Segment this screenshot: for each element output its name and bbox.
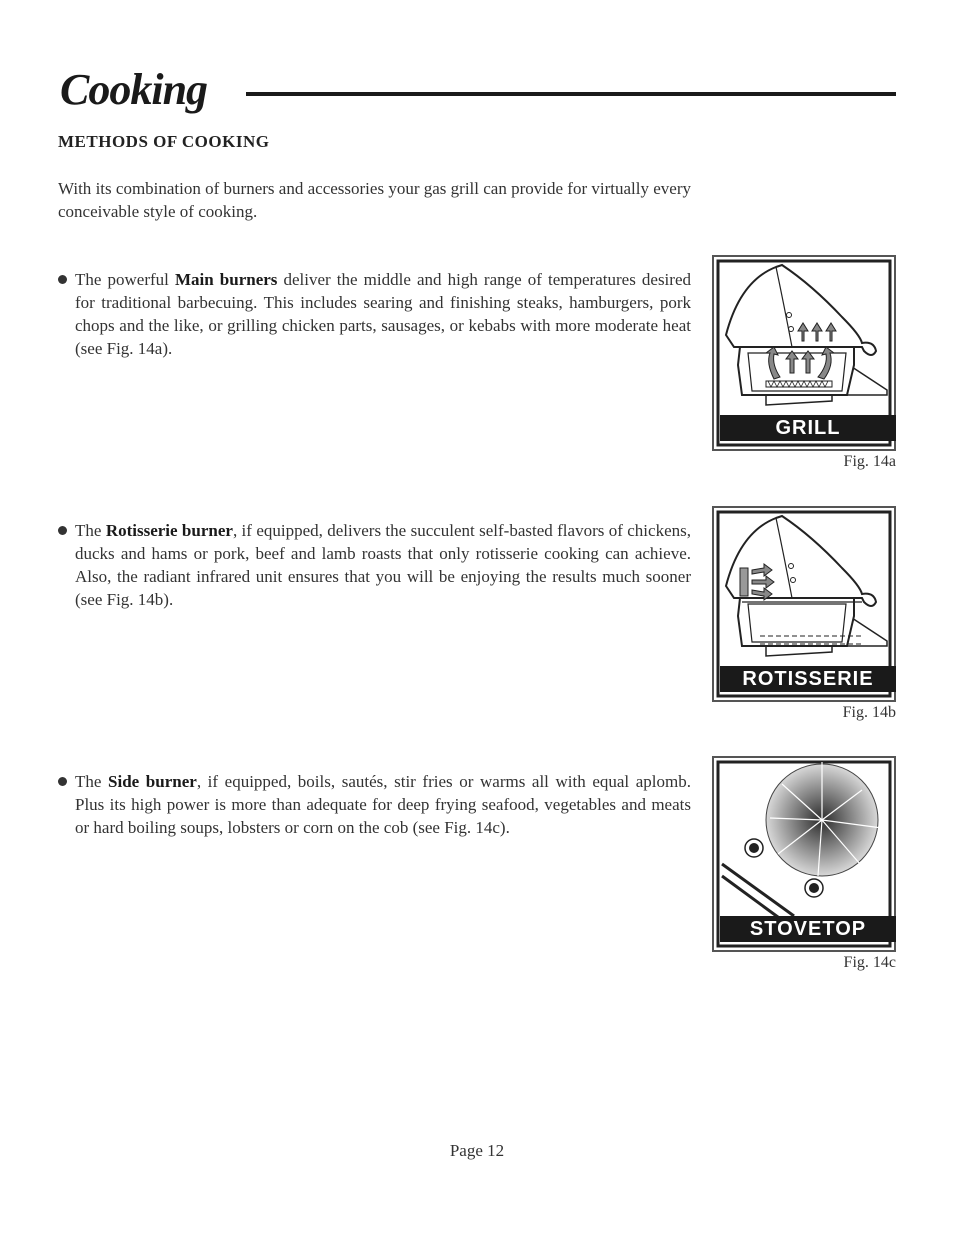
bullet-text-post: , if equipped, boils, sautés, stir fries or warms all with equal aplomb. Plus its high power is more than adequate for deep frying seafood, vegetables and meats or hard boiling soups, lobsters or corn on the cob (see Fig. 14c).	[75, 772, 691, 837]
page-number: Page 12	[449, 1141, 505, 1160]
page-title: Cooking	[60, 65, 208, 114]
bullet-dot	[58, 777, 67, 786]
bullet-text	[75, 770, 691, 839]
bullet-side-burner	[58, 770, 691, 839]
figure-label-stovetop	[720, 916, 896, 942]
section-heading: METHODS OF COOKING	[58, 132, 270, 151]
bullet-text-pre: The	[75, 772, 109, 791]
bullet-text-bold: Side burner	[108, 772, 197, 791]
bullet-text-post: deliver the middle and high range of temperatures desired for traditional barbecuing. This includes searing and finishing steaks, hamburgers, pork chops and the like, or grilling chicken parts, sausages, or kebabs with more moderate heat (see Fig. 14a).	[75, 270, 691, 358]
figure-label-rotisserie	[720, 666, 896, 692]
page-header	[60, 62, 896, 122]
bullet-dot	[58, 275, 67, 284]
bullet-text	[75, 519, 691, 611]
bullet-text-pre: The	[75, 521, 106, 540]
figure-label-text: ROTISSERIE	[742, 668, 874, 690]
bullet-text-bold: Rotisserie burner	[105, 521, 233, 540]
bullet-main-burners	[58, 268, 691, 360]
bullet-text-post: , if equipped, delivers the succulent self-basted flavors of chickens, ducks and hams or pork, beef and lamb roasts that only rotisserie cooking can achieve. Also, the radiant infrared unit ensures that you will be enjoying the results much sooner (see Fig. 14b).	[75, 521, 691, 609]
intro-paragraph: With its combination of burners and accessories your gas grill can provide for virtually every conceivable style of cooking.	[58, 179, 691, 221]
figure-label-text: GRILL	[775, 417, 841, 439]
figure-label-text: STOVETOP	[749, 918, 867, 940]
bullet-text	[75, 268, 691, 360]
figure-caption-14b: Fig. 14b	[842, 704, 896, 721]
figure-label-grill	[720, 415, 896, 441]
bullet-text-pre: The powerful	[75, 270, 175, 289]
bullet-dot	[58, 526, 67, 535]
bullet-text-bold: Main burners	[174, 270, 278, 289]
bullet-rotisserie-burner	[58, 519, 691, 611]
figure-caption-14c: Fig. 14c	[843, 954, 896, 971]
figure-caption-14a: Fig. 14a	[843, 453, 896, 470]
title-rule	[246, 92, 896, 96]
